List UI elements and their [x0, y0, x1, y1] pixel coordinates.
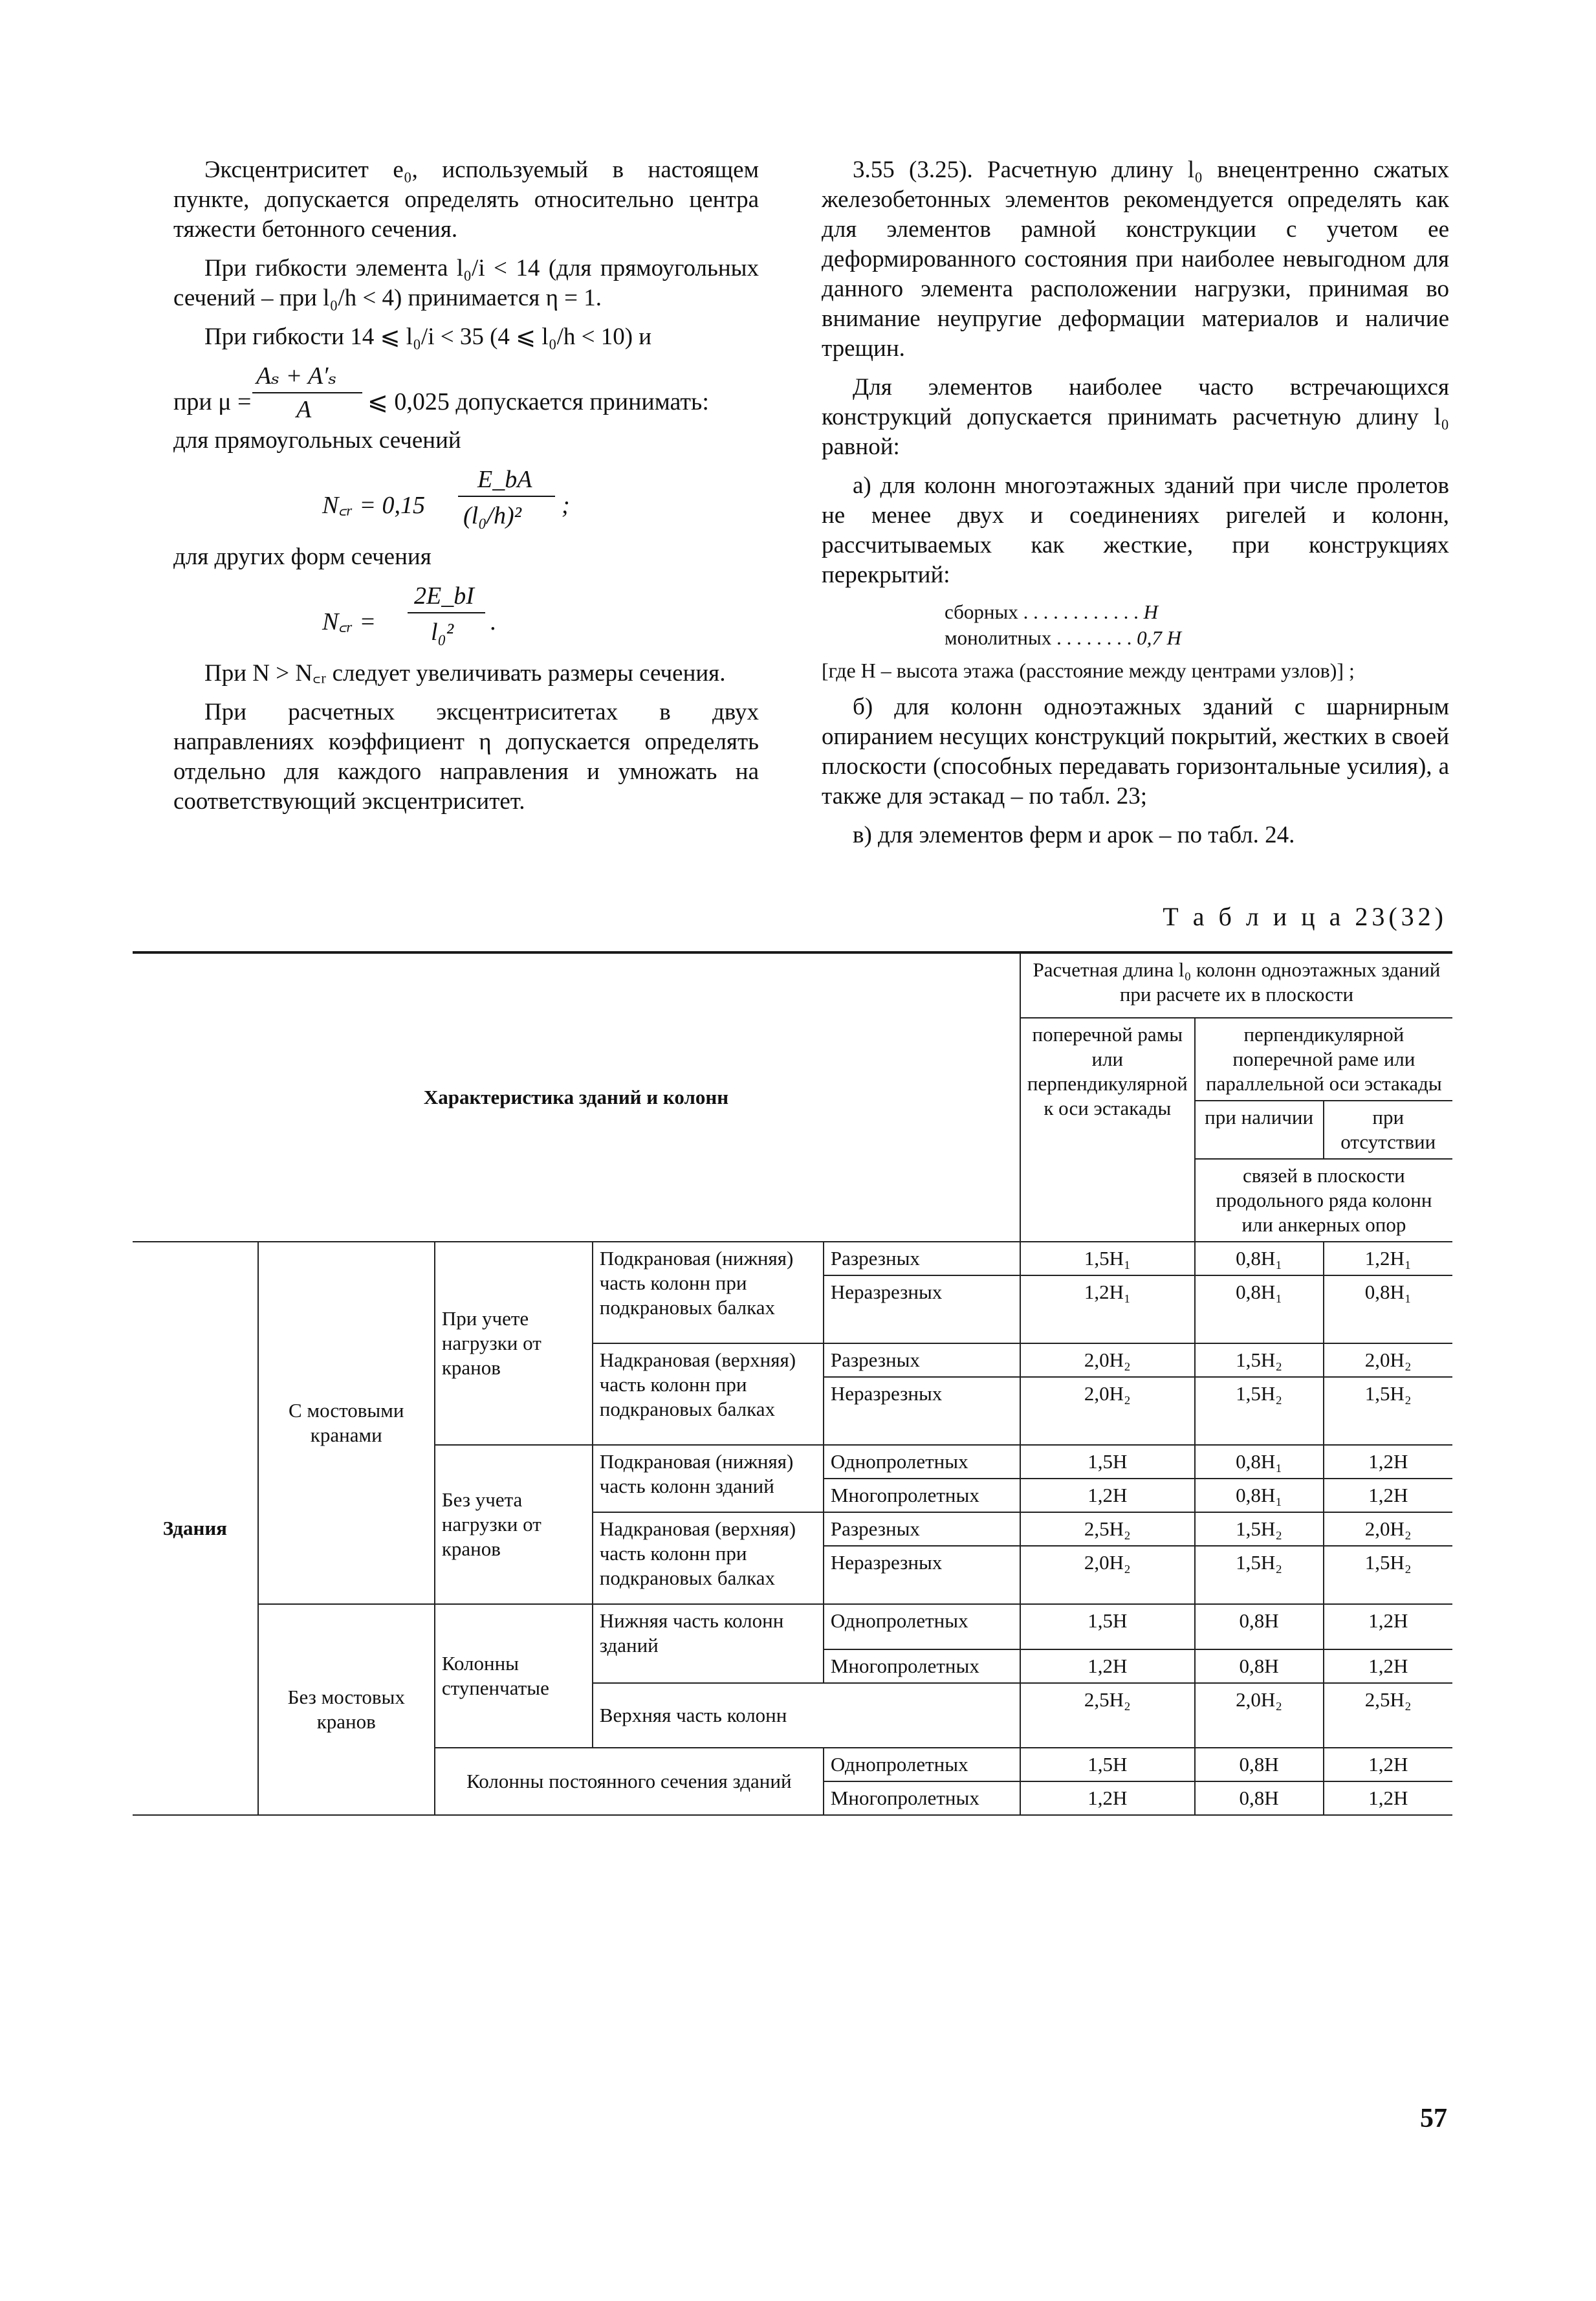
table-23 [133, 952, 1452, 1816]
formula-post: . [490, 608, 497, 635]
header-with: при наличии [1195, 1101, 1324, 1159]
value-cell: 1,2H₁ [1324, 1242, 1452, 1275]
paragraph: а) для колонн многоэтажных зданий при числе пролетов не менее двух и соединениях ригелей и колонн, рассчитываемых как жесткие, при конструкциях перекрытий: [822, 472, 1449, 588]
formula-mu [173, 361, 759, 426]
value-cell: 1,2H [1324, 1604, 1452, 1649]
value-cell: 1,5H₂ [1324, 1546, 1452, 1604]
group-without-crane-load: Без учета нагрузки от кранов [435, 1445, 593, 1604]
paragraph: в) для элементов ферм и арок – по табл. 24. [853, 822, 1295, 848]
type-cell: Неразрезных [824, 1275, 1020, 1343]
part-label: Нижняя часть колонн зданий [593, 1604, 824, 1683]
type-cell: Однопролетных [824, 1604, 1020, 1649]
value-cell: 1,2H₁ [1020, 1275, 1195, 1343]
value-cell: 2,5H₂ [1020, 1683, 1195, 1748]
type-cell: Разрезных [824, 1343, 1020, 1377]
type-cell: Разрезных [824, 1512, 1020, 1546]
formula-post: ; [562, 492, 570, 519]
value-cell: 0,8H [1195, 1781, 1324, 1815]
table-caption: Т а б л и ц а 23(32) [1163, 902, 1447, 931]
paragraph: При N > N꜀ᵣ следует увеличивать размеры сечения. [204, 660, 726, 687]
paragraph: 3.55 (3.25). Расчетную длину l₀ внецентренно сжатых железобетонных элементов рекомендуется определять как для элементов рамной конструкции с учетом ее деформированного состояния при наиболее невыгодном для данного элемента расположении нагрузки, принимая во внимание неупругие деформации материалов и наличие трещин. [822, 157, 1449, 362]
formula-ncr-other [173, 581, 759, 659]
value-cell: 1,5H₂ [1324, 1377, 1452, 1445]
value-cell: 2,0H₂ [1195, 1683, 1324, 1748]
type-cell: Многопролетных [824, 1479, 1020, 1512]
value-cell: 2,0H₂ [1020, 1377, 1195, 1445]
type-cell: Неразрезных [824, 1546, 1020, 1604]
value-cell: 2,5H₂ [1020, 1512, 1195, 1546]
note: [где H – высота этажа (расстояние между центрами узлов)] ; [822, 659, 1355, 682]
paragraph: При гибкости 14 ⩽ l₀/i < 35 (4 ⩽ l₀/h < 10) и [204, 324, 652, 350]
value-cell: 2,5H₂ [1324, 1683, 1452, 1748]
left-column [173, 155, 759, 826]
paragraph: для прямоугольных сечений [173, 427, 461, 454]
value-cell: 0,8H₁ [1195, 1445, 1324, 1479]
header-ties: связей в плоскости продольного ряда колонн или анкерных опор [1195, 1159, 1452, 1242]
paragraph: При гибкости элемента l₀/i < 14 (для прямоугольных сечений – при l₀/h < 4) принимается η = 1. [173, 255, 759, 311]
formula-den: A [296, 396, 312, 423]
value-cell: 1,2H [1020, 1781, 1195, 1815]
formula-lhs: N꜀ᵣ = [322, 608, 376, 635]
value-cell: 0,8H₁ [1195, 1479, 1324, 1512]
value-cell: 1,2H [1324, 1781, 1452, 1815]
header-perpendicular: перпендикулярной поперечной раме или параллельной оси эстакады [1195, 1018, 1452, 1101]
part-label: Надкрановая (верхняя) часть колонн при подкрановых балках [593, 1343, 824, 1445]
dot-label: монолитных . . . . . . . . [945, 626, 1132, 649]
value-cell: 2,0H₂ [1324, 1343, 1452, 1377]
header-transverse: поперечной рамы или перпендикулярной к оси эстакады [1020, 1018, 1195, 1242]
value-cell: 1,5H [1020, 1445, 1195, 1479]
dot-value: H [1143, 600, 1158, 623]
formula-post: ⩽ 0,025 допускается принимать: [367, 388, 709, 415]
paragraph: Эксцентриситет e₀, используемый в настоящем пункте, допускается определять относительно центра тяжести бетонного сечения. [173, 157, 759, 243]
value-cell: 1,5H [1020, 1748, 1195, 1781]
value-cell: 1,2H [1324, 1445, 1452, 1479]
value-cell: 2,0H₂ [1020, 1343, 1195, 1377]
formula-den: l₀² [431, 619, 454, 646]
paragraph: для других форм сечения [173, 544, 432, 570]
group-buildings: Здания [133, 1242, 258, 1815]
part-label: Подкрановая (нижняя) часть колонн при подкрановых балках [593, 1242, 824, 1343]
group-stepped: Колонны ступенчатые [435, 1604, 593, 1748]
formula-num: 2E_bI [414, 582, 474, 610]
type-cell: Разрезных [824, 1242, 1020, 1275]
value-cell: 1,5H₁ [1020, 1242, 1195, 1275]
header-without: при отсутствии [1324, 1101, 1452, 1159]
part-label: Верхняя часть колонн [593, 1683, 1020, 1748]
value-cell: 0,8H₁ [1195, 1275, 1324, 1343]
value-cell: 2,0H₂ [1324, 1512, 1452, 1546]
formula-num: Aₛ + A′ₛ [256, 362, 337, 390]
value-cell: 0,8H₁ [1195, 1242, 1324, 1275]
paragraph: При расчетных эксцентриситетах в двух направлениях коэффициент η допускается определять отдельно для каждого направления и умножать на соответствующий эксцентриситет. [173, 699, 759, 815]
dot-value: 0,7 H [1137, 626, 1181, 649]
formula-lhs: N꜀ᵣ = 0,15 [322, 492, 425, 519]
value-cell: 1,2H [1020, 1479, 1195, 1512]
part-label: Колонны постоянного сечения зданий [435, 1748, 824, 1815]
value-cell: 0,8H [1195, 1748, 1324, 1781]
value-cell: 1,5H₂ [1195, 1377, 1324, 1445]
value-cell: 1,5H₂ [1195, 1546, 1324, 1604]
type-cell: Многопролетных [824, 1781, 1020, 1815]
formula-ncr-rect [173, 465, 759, 542]
part-label: Надкрановая (верхняя) часть колонн при подкрановых балках [593, 1512, 824, 1604]
value-cell: 1,2H [1020, 1649, 1195, 1683]
header-main: Характеристика зданий и колонн [133, 953, 1020, 1242]
page-number: 57 [1420, 2104, 1447, 2133]
value-cell: 0,8H [1195, 1649, 1324, 1683]
type-cell: Неразрезных [824, 1377, 1020, 1445]
dot-label: сборных . . . . . . . . . . . . [945, 600, 1139, 623]
dot-list [945, 599, 1449, 651]
header-calc: Расчетная длина l₀ колонн одноэтажных зданий при расчете их в плоскости [1020, 953, 1452, 1018]
type-cell: Однопролетных [824, 1445, 1020, 1479]
value-cell: 1,2H [1324, 1649, 1452, 1683]
type-cell: Однопролетных [824, 1748, 1020, 1781]
group-with-cranes: С мостовыми кранами [258, 1242, 435, 1604]
right-column [822, 155, 1449, 859]
value-cell: 1,5H [1020, 1604, 1195, 1649]
group-with-crane-load: При учете нагрузки от кранов [435, 1242, 593, 1445]
group-without-cranes: Без мостовых кранов [258, 1604, 435, 1815]
type-cell: Многопролетных [824, 1649, 1020, 1683]
value-cell: 1,5H₂ [1195, 1512, 1324, 1546]
formula-pre: при μ = [173, 388, 252, 415]
formula-num: E_bA [477, 466, 532, 493]
paragraph: б) для колонн одноэтажных зданий с шарнирным опиранием несущих конструкций покрытий, жестких в своей плоскости (способных передавать горизонтальные усилия), а также для эстакад – по табл. 23; [822, 694, 1449, 809]
value-cell: 1,5H₂ [1195, 1343, 1324, 1377]
value-cell: 1,2H [1324, 1748, 1452, 1781]
value-cell: 0,8H [1195, 1604, 1324, 1649]
value-cell: 2,0H₂ [1020, 1546, 1195, 1604]
paragraph: Для элементов наиболее часто встречающихся конструкций допускается принимать расчетную длину l₀ равной: [822, 374, 1449, 460]
value-cell: 0,8H₁ [1324, 1275, 1452, 1343]
value-cell: 1,2H [1324, 1479, 1452, 1512]
part-label: Подкрановая (нижняя) часть колонн зданий [593, 1445, 824, 1512]
formula-den: (l₀/h)² [463, 502, 522, 529]
